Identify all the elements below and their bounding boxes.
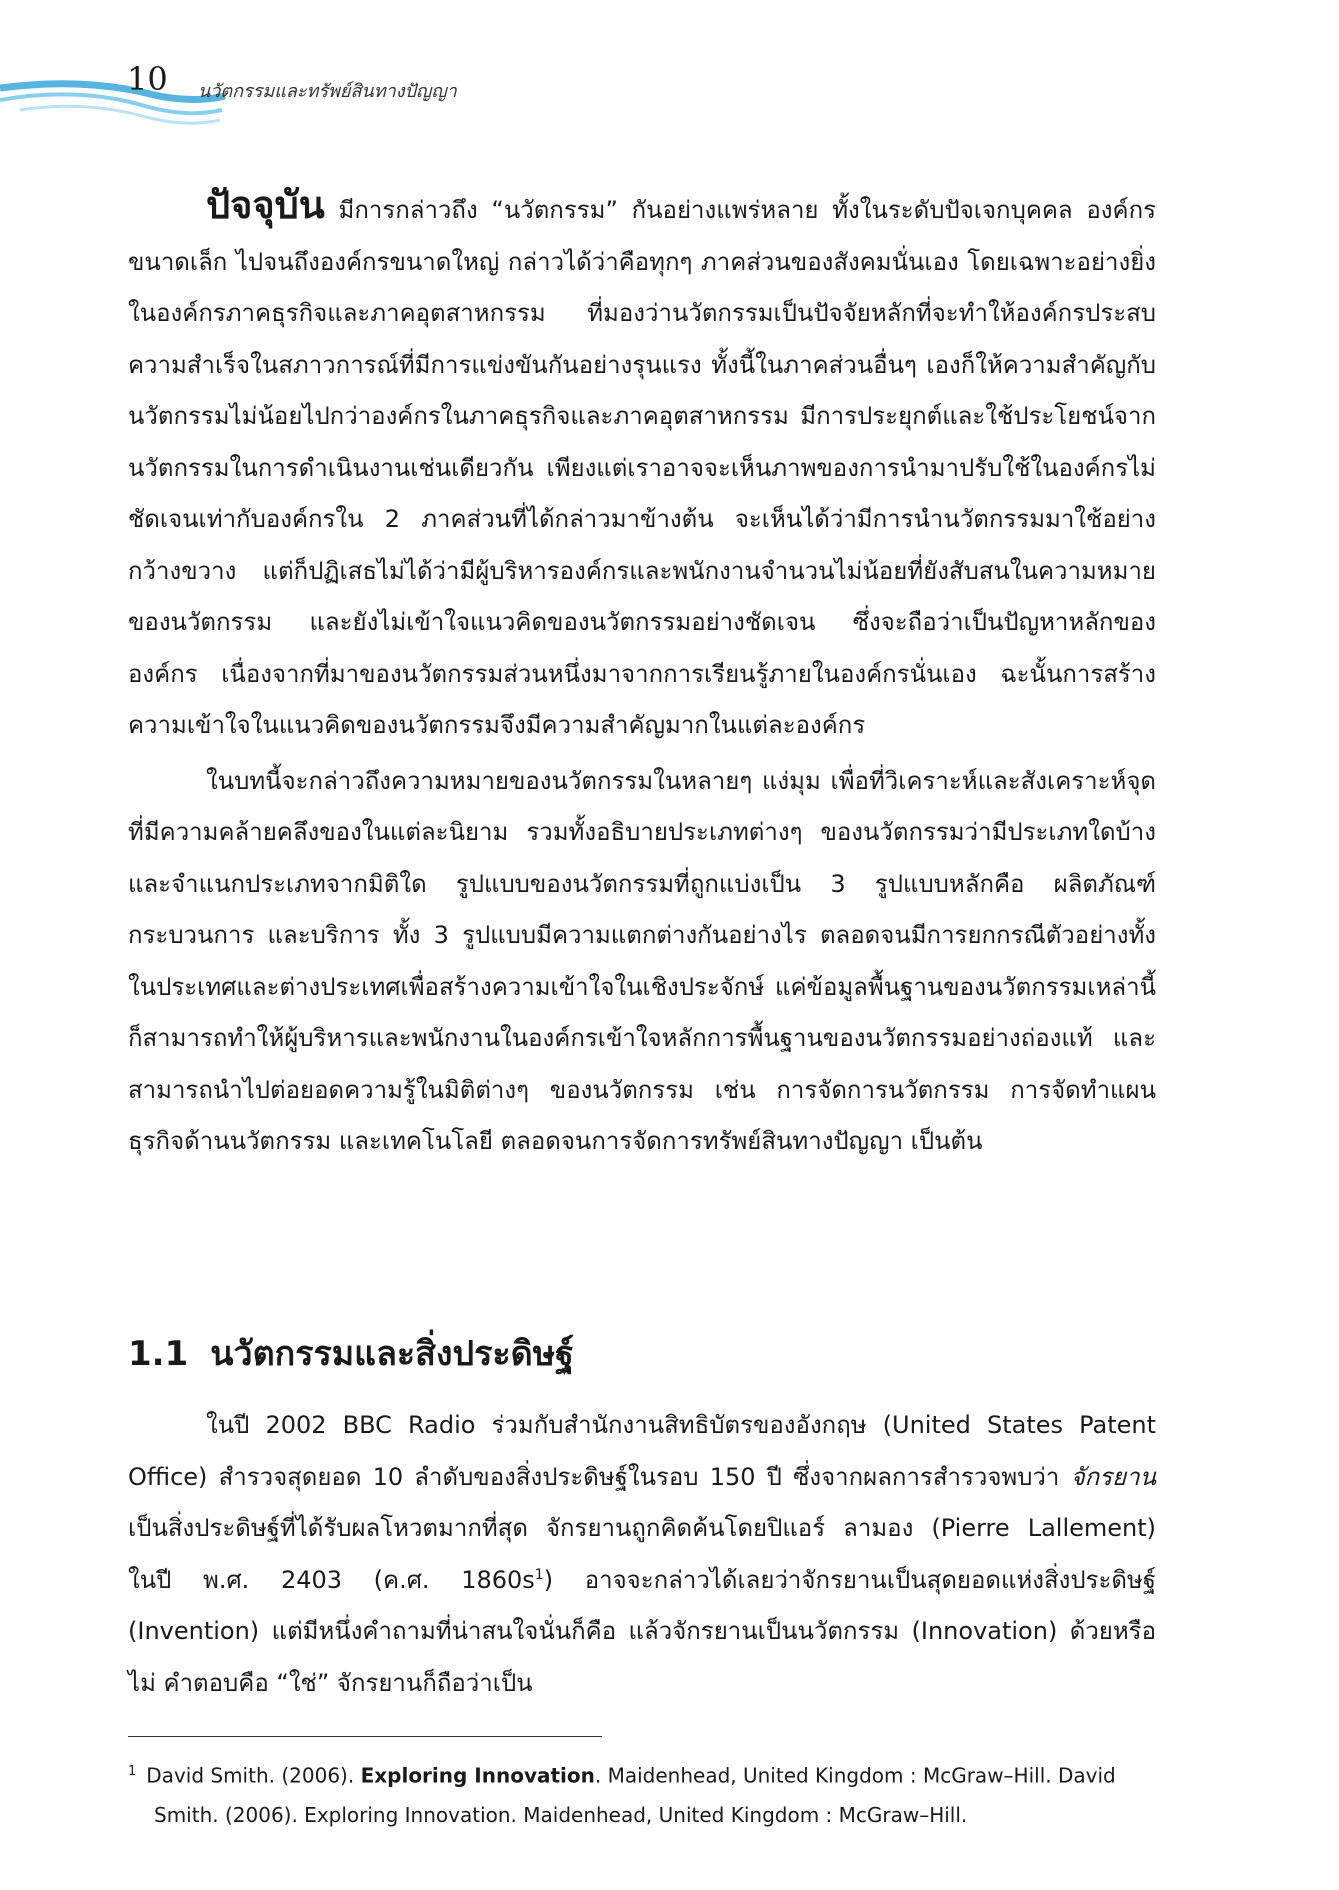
intro-paragraph-1 <box>128 180 1156 752</box>
intro-section <box>128 180 1156 1168</box>
section-number: 1.1 <box>128 1334 189 1374</box>
intro-paragraph-2: ในบทนี้จะกล่าวถึงความหมายของนวัตกรรมในหลายๆ แง่มุม เพื่อที่วิเคราะห์และสังเคราะห์จุดที่มีความคล้ายคลึงของในแต่ละนิยาม รวมทั้งอธิบายประเภทต่างๆ ของนวัตกรรมว่ามีประเภทใดบ้าง และจำแนกประเภทจากมิติใด รูปแบบของนวัตกรรมที่ถูกแบ่งเป็น 3 รูปแบบหลักคือ ผลิตภัณฑ์ กระบวนการ และบริการ ทั้ง 3 รูปแบบมีความแตกต่างกันอย่างไร ตลอดจนมีการยกกรณีตัวอย่างทั้งในประเทศและต่างประเทศเพื่อสร้างความเข้าใจในเชิงประจักษ์ แค่ข้อมูลพื้นฐานของนวัตกรรมเหล่านี้ก็สามารถทำให้ผู้บริหารและพนักงานในองค์กรเข้าใจหลักการพื้นฐานของนวัตกรรมอย่างถ่องแท้ และสามารถนำไปต่อยอดความรู้ในมิติต่างๆ ของนวัตกรรม เช่น การจัดการนวัตกรรม การจัดทำแผนธุรกิจด้านนวัตกรรม และเทคโนโลยี ตลอดจนการจัดการทรัพย์สินทางปัญญา เป็นต้น <box>128 766 1156 1155</box>
section-body <box>128 1400 1156 1709</box>
lead-word: ปัจจุบัน <box>206 183 325 227</box>
footnote-reference: 1 <box>534 1566 544 1583</box>
running-title: นวัตกรรมและทรัพย์สินทางปัญญา <box>198 81 457 102</box>
footnote-text-line-2: Smith. (2006). Exploring Innovation. Maidenhead, United Kingdom : McGraw–Hill. <box>154 1802 968 1827</box>
section-title: นวัตกรรมและสิ่งประดิษฐ์ <box>210 1334 574 1374</box>
section-text-a: ในปี 2002 BBC Radio ร่วมกับสำนักงานสิทธิบัตรของอังกฤษ (United States Patent Office) สำรวจสุดยอด 10 ลำดับของสิ่งประดิษฐ์ในรอบ 150 ปี ซึ่งจากผลการสำรวจพบว่า <box>128 1411 1156 1491</box>
footnote-divider <box>128 1736 602 1737</box>
section-text-b: เป็นสิ่งประดิษฐ์ที่ได้รับผลโหวตมากที่สุด จักรยานถูกคิดค้นโดยปิแอร์ ลามอง (Pierre Lallement) ในปี พ.ศ. 2403 (ค.ศ. 1860s <box>128 1514 1156 1594</box>
footnote-mark: 1 <box>128 1764 137 1779</box>
page-header <box>0 0 1339 140</box>
intro-paragraph-1-text: มีการกล่าวถึง “นวัตกรรม” กันอย่างแพร่หลาย ทั้งในระดับปัจเจกบุคคล องค์กรขนาดเล็ก ไปจนถึงองค์กรขนาดใหญ่ กล่าวได้ว่าคือทุกๆ ภาคส่วนของสังคมนั่นเอง โดยเฉพาะอย่างยิ่งในองค์กรภาคธุรกิจและภาคอุตสาหกรรม ที่มองว่านวัตกรรมเป็นปัจจัยหลักที่จะทำให้องค์กรประสบความสำเร็จในสภาวการณ์ที่มีการแข่งขันกันอย่างรุนแรง ทั้งนี้ในภาคส่วนอื่นๆ เองก็ให้ความสำคัญกับนวัตกรรมไม่น้อยไปกว่าองค์กรในภาคธุรกิจและภาคอุตสาหกรรม มีการประยุกต์และใช้ประโยชน์จากนวัตกรรมในการดำเนินงานเช่นเดียวกัน เพียงแต่เราอาจจะเห็นภาพของการนำมาปรับใช้ในองค์กรไม่ชัดเจนเท่ากับองค์กรใน 2 ภาคส่วนที่ได้กล่าวมาข้างต้น จะเห็นได้ว่ามีการนำนวัตกรรมมาใช้อย่างกว้างขวาง แต่ก็ปฏิเสธไม่ได้ว่ามีผู้บริหารองค์กรและพนักงานจำนวนไม่น้อยที่ยังสับสนในความหมายของนวัตกรรม และยังไม่เข้าใจแนวคิดของนวัตกรรมอย่างชัดเจน ซึ่งจะถือว่าเป็นปัญหาหลักขององค์กร เนื่องจากที่มาของนวัตกรรมส่วนหนึ่งมาจากการเรียนรู้ภายในองค์กรนั่นเอง ฉะนั้นการสร้างความเข้าใจในแนวคิดของนวัตกรรมจึงมีความสำคัญมากในแต่ละองค์กร <box>128 196 1156 739</box>
footnote <box>128 1752 1158 1835</box>
footnote-text-1: David Smith. (2006). <box>146 1763 361 1788</box>
section-text-c: ) อาจจะกล่าวได้เลยว่าจักรยานเป็นสุดยอดแห่งสิ่งประดิษฐ์ (Invention) แต่มีหนึ่งคำถามที่น่าสนใจนั่นก็คือ แล้วจักรยานเป็นนวัตกรรม (Innovation) ด้วยหรือไม่ คำตอบคือ “ใช่” จักรยานก็ถือว่าเป็น <box>128 1565 1157 1697</box>
section-italic-term: จักรยาน <box>1070 1462 1156 1491</box>
section-heading <box>128 1326 574 1380</box>
footnote-book-title: Exploring Innovation <box>360 1763 595 1788</box>
section-paragraph-1 <box>128 1400 1156 1709</box>
footnote-text-2: . Maidenhead, United Kingdom : McGraw–Hill. David <box>594 1763 1116 1788</box>
blue-wave-icon <box>0 70 230 140</box>
page-number: 10 <box>127 60 168 98</box>
